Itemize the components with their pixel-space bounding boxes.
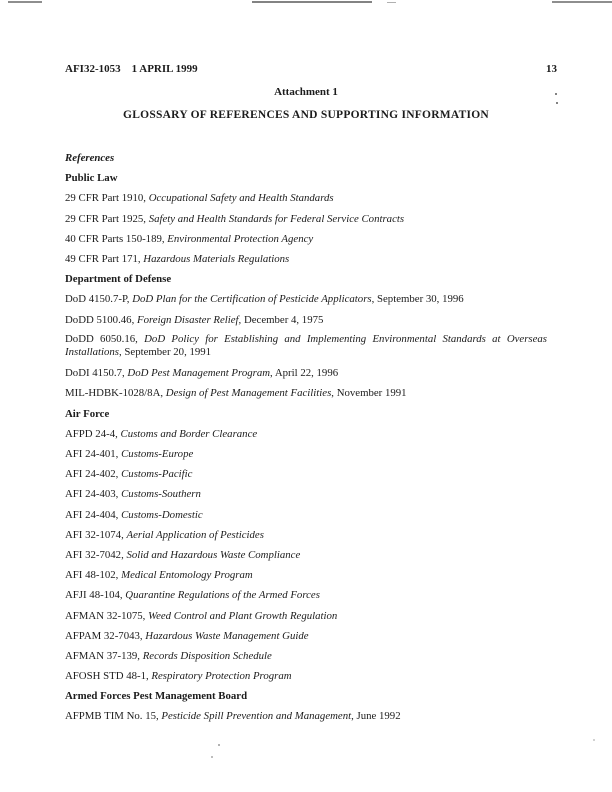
reference-prefix: AFI 24-401, [65,448,122,461]
reference-line [65,585,547,605]
reference-line [65,383,547,403]
reference-line [65,330,547,364]
reference-prefix: DoDI 4150.7, [65,367,128,380]
reference-prefix: AFI 32-7042, [65,548,127,561]
reference-line [65,545,547,565]
reference-line [65,424,547,444]
reference-prefix: AFJI 48-104, [65,589,126,602]
reference-line [65,666,547,686]
reference-line [65,464,547,484]
reference-prefix: AFI 32-1074, [65,528,127,541]
section-heading: Armed Forces Pest Management Board [65,690,248,703]
reference-prefix: DoD 4150.7-P, [65,293,133,306]
doc-date: 1 APRIL 1999 [131,63,198,75]
reference-title: Occupational Safety and Health Standards [148,192,334,205]
reference-title: Customs-Europe [121,448,194,461]
scan-artifact [556,102,558,104]
attachment-label: Attachment 1 [274,86,338,98]
reference-title: Respiratory Protection Program [151,670,292,683]
reference-line [65,505,547,525]
scan-artifact [8,1,42,3]
reference-line [65,444,547,464]
page-number: 13 [546,63,557,75]
reference-line [65,229,547,249]
reference-prefix: 29 CFR Part 1925, [65,212,149,225]
scan-artifact [593,739,595,741]
reference-title: Customs-Pacific [121,468,193,481]
reference-postfix: , September 30, 1996 [371,293,464,306]
reference-line [65,209,547,229]
reference-title: Customs-Southern [121,488,201,501]
reference-line [65,565,547,585]
reference-prefix: MIL-HDBK-1028/8A, [65,387,166,400]
reference-prefix: 49 CFR Part 171, [65,252,144,265]
reference-title: Records Disposition Schedule [142,649,272,662]
reference-title: Design of Pest Management Facilities [165,387,332,400]
reference-prefix: AFI 24-402, [65,468,122,481]
reference-line [65,249,547,269]
reference-prefix: AFOSH STD 48-1, [65,670,152,683]
reference-title: DoD Plan for the Certification of Pesticide Applicators [132,293,372,306]
scan-artifact [218,744,220,746]
reference-title: Pesticide Spill Prevention and Management [161,710,352,723]
reference-title: DoD Pest Management Program [127,367,271,380]
reference-title: Solid and Hazardous Waste Compliance [126,548,301,561]
page-header [65,63,562,75]
reference-prefix: AFMAN 32-1075, [65,609,149,622]
reference-prefix: 40 CFR Parts 150-189, [65,232,168,245]
reference-title: Safety and Health Standards for Federal Service Contracts [148,212,405,225]
reference-prefix: AFI 24-404, [65,508,122,521]
scan-artifact [552,1,612,3]
reference-title: Hazardous Waste Management Guide [145,629,309,642]
reference-line [65,525,547,545]
reference-line [65,310,547,330]
reference-title: DoD Policy for Establishing and Implementing Environmental Standards at Overseas Installations [65,333,547,359]
scan-artifact [211,756,213,758]
reference-title: Foreign Disaster Relief, [136,313,242,326]
section-heading: Department of Defense [65,273,172,286]
reference-prefix: AFPAM 32-7043, [65,629,146,642]
reference-prefix: 29 CFR Part 1910, [65,192,149,205]
reference-title: Customs-Domestic [121,508,203,521]
reference-postfix: , June 1992 [351,710,401,723]
reference-line [65,626,547,646]
reference-line [65,289,547,309]
reference-line [65,484,547,504]
references-list [65,148,547,727]
reference-title: Customs and Border Clearance [120,427,258,440]
section-heading: Public Law [65,172,118,185]
reference-title: Weed Control and Plant Growth Regulation [148,609,338,622]
reference-prefix: DoDD 5100.46, [65,313,137,326]
reference-prefix: AFPD 24-4, [65,427,121,440]
section-heading: Air Force [65,407,110,420]
scan-artifact [387,2,396,3]
reference-title: Quarantine Regulations of the Armed Forces [125,589,320,602]
page-title: GLOSSARY OF REFERENCES AND SUPPORTING INFORMATION [123,109,489,121]
reference-postfix: , November 1991 [331,387,407,400]
reference-title: Environmental Protection Agency [167,232,314,245]
reference-prefix: AFPMB TIM No. 15, [65,710,162,723]
reference-postfix: , September 20, 1991 [119,346,212,359]
reference-prefix: AFI 24-403, [65,488,122,501]
doc-id: AFI32-1053 [65,63,121,75]
reference-title: Medical Entomology Program [121,569,253,582]
reference-line [65,606,547,626]
reference-prefix: DoDD 6050.16, [65,333,145,346]
reference-title: Hazardous Materials Regulations [143,252,290,265]
reference-prefix: AFMAN 37-139, [65,649,143,662]
reference-postfix: , April 22, 1996 [270,367,339,380]
reference-prefix: AFI 48-102, [65,569,122,582]
reference-line [65,188,547,208]
reference-line [65,363,547,383]
reference-line [65,706,547,726]
reference-postfix: December 4, 1975 [241,313,324,326]
reference-line [65,646,547,666]
section-heading: References [65,152,115,164]
scan-artifact [252,1,372,3]
reference-title: Aerial Application of Pesticides [126,528,264,541]
